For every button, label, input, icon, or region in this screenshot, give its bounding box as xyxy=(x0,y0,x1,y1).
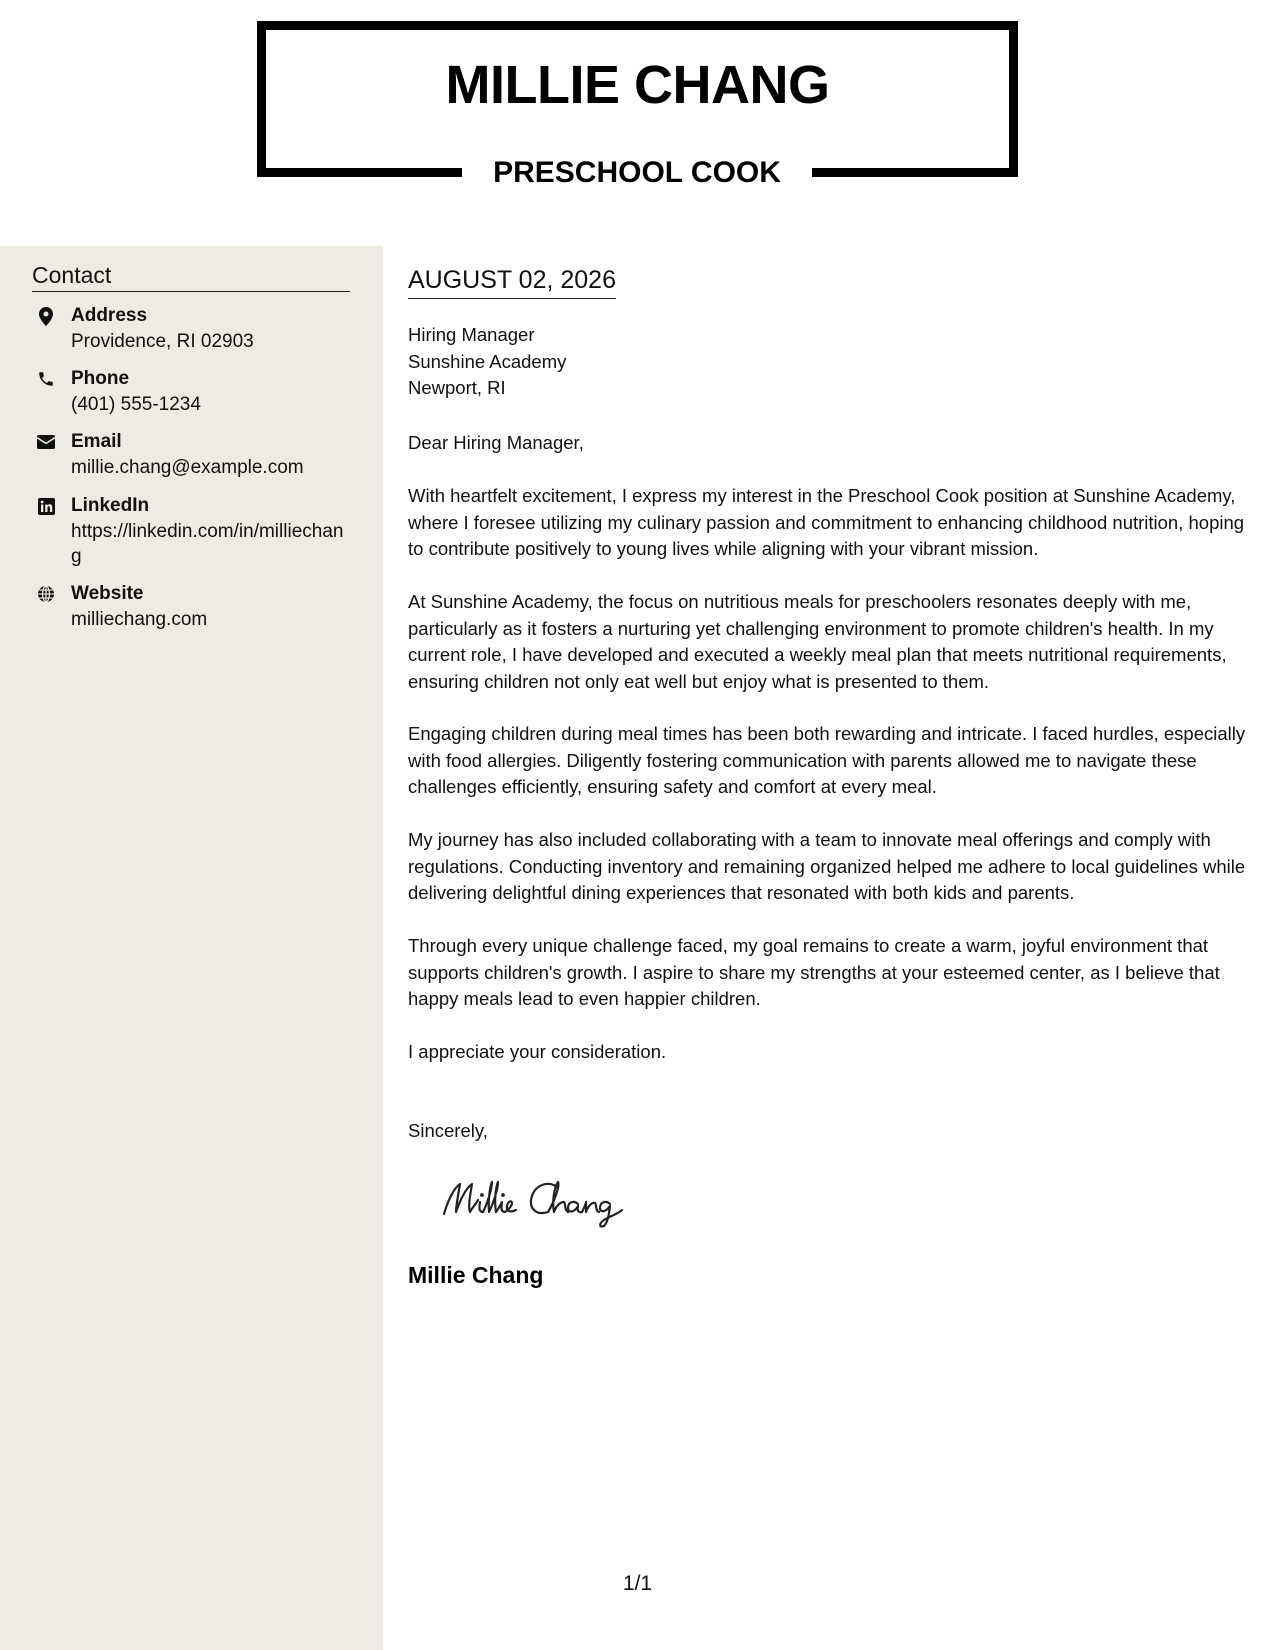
letter-paragraph: Engaging children during meal times has been both rewarding and intricate. I faced hurdles, especially with food allergies. Diligently fostering communication with parents allowed me to navigate these challenges efficiently, ensuring safety and comfort at every meal. xyxy=(408,723,1246,797)
recipient-line: Newport, RI xyxy=(408,377,506,398)
page-number: 1/1 xyxy=(622,1572,653,1595)
letter-paragraph: I appreciate your consideration. xyxy=(408,1041,667,1062)
email-label: Email xyxy=(71,431,122,452)
phone-icon xyxy=(36,369,56,389)
letter-paragraph: Through every unique challenge faced, my goal remains to create a warm, joyful environment that supports children's growth. I aspire to share my strengths at your esteemed center, as I believe that happy meals lead to even happier children. xyxy=(408,935,1220,1009)
closing: Sincerely, xyxy=(408,1120,488,1141)
linkedin-label: LinkedIn xyxy=(71,495,150,516)
location-pin-icon xyxy=(36,306,56,326)
contact-heading: Contact xyxy=(32,260,350,292)
letter-paragraph: My journey has also included collaborating with a team to innovate meal offerings and comply with regulations. Conducting inventory and remaining organized helped me adhere to local guidelines while delivering delightful dining experiences that resonated with both kids and parents. xyxy=(408,829,1246,903)
phone-label: Phone xyxy=(71,368,130,389)
applicant-name: MILLIE CHANG xyxy=(445,55,830,115)
letter-date: AUGUST 02, 2026 xyxy=(408,263,616,299)
recipient-block xyxy=(408,322,566,402)
letter-paragraph: With heartfelt excitement, I express my interest in the Preschool Cook position at Sunshine Academy, where I foresee utilizing my culinary passion and commitment to enhancing childhood nutrition, hoping to contribute positively to young lives while aligning with your vibrant mission. xyxy=(408,485,1245,559)
phone-value: (401) 555-1234 xyxy=(71,394,201,415)
recipient-line: Hiring Manager xyxy=(408,324,535,345)
linkedin-value[interactable]: https://linkedin.com/in/milliechang xyxy=(71,521,344,567)
letter-paragraph: At Sunshine Academy, the focus on nutritious meals for preschoolers resonates deeply with me, particularly as it fosters a nurturing yet challenging environment to promote children's health. In my current role, I have developed and executed a weekly meal plan that meets nutritional requirements, ensuring children not only eat well but enjoy what is presented to them. xyxy=(408,591,1227,692)
recipient-line: Sunshine Academy xyxy=(408,350,567,372)
website-label: Website xyxy=(71,583,144,604)
salutation: Dear Hiring Manager, xyxy=(408,432,584,453)
address-label: Address xyxy=(71,305,148,326)
job-title: PRESCHOOL COOK xyxy=(462,152,812,194)
handwritten-signature xyxy=(436,1170,656,1230)
envelope-icon xyxy=(36,432,56,452)
globe-icon xyxy=(36,584,56,604)
website-value[interactable]: milliechang.com xyxy=(71,609,208,630)
address-value: Providence, RI 02903 xyxy=(71,331,254,352)
email-value: millie.chang@example.com xyxy=(71,457,304,478)
linkedin-icon xyxy=(36,496,56,516)
signer-name: Millie Chang xyxy=(408,1262,544,1288)
